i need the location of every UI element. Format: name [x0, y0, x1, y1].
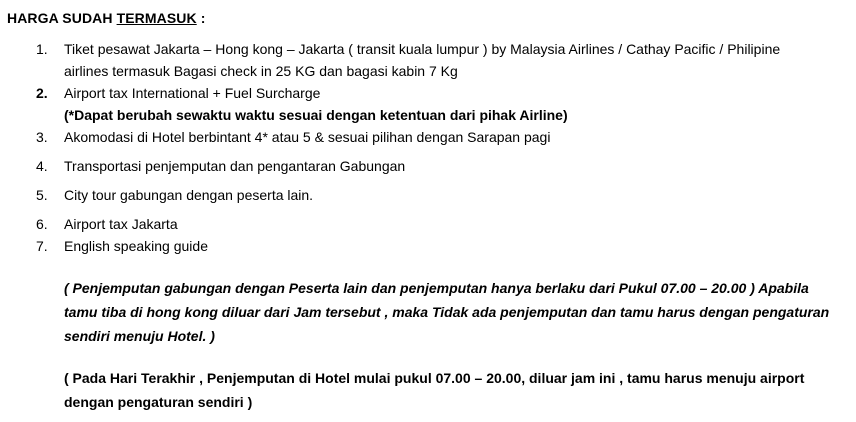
list-item: [0, 184, 850, 206]
heading-underlined: TERMASUK: [116, 10, 197, 26]
list-item: [0, 235, 850, 257]
inclusion-list: [0, 38, 850, 257]
list-number: 2.: [36, 85, 48, 101]
list-number: 4.: [36, 158, 48, 174]
list-item-text: Transportasi penjemputan dan pengantaran Gabungan: [64, 158, 406, 174]
list-item-text: airlines termasuk Bagasi check in 25 KG dan bagasi kabin 7 Kg: [64, 63, 458, 79]
list-item-text: Airport tax Jakarta: [64, 216, 178, 232]
list-number: 7.: [36, 238, 48, 254]
list-number: 1.: [36, 41, 48, 57]
last-day-note-paragraph: ( Pada Hari Terakhir , Penjemputan di Hotel mulai pukul 07.00 – 20.00, diluar jam ini , tamu harus menuju airport dengan pengaturan sendiri ): [64, 370, 805, 410]
list-item-text: Airport tax International + Fuel Surcharge: [64, 85, 321, 101]
heading-prefix: HARGA SUDAH: [7, 10, 117, 26]
list-item-text: City tour gabungan dengan peserta lain.: [64, 187, 314, 203]
pickup-note-paragraph: ( Penjemputan gabungan dengan Peserta lain dan penjemputan hanya berlaku dari Pukul 07.00 – 20.00 ) Apabila tamu tiba di hong kong diluar dari Jam tersebut , maka Tidak ada penjemputan dan tamu harus dengan pengaturan sendiri menuju Hotel. ): [64, 280, 830, 344]
list-item: [0, 38, 850, 82]
list-item-note: (*Dapat berubah sewaktu waktu sesuai dengan ketentuan dari pihak Airline): [64, 107, 568, 123]
list-item-text: English speaking guide: [64, 238, 208, 254]
list-item-text: Akomodasi di Hotel berbintant 4* atau 5 & sesuai pilihan dengan Sarapan pagi: [64, 129, 551, 145]
list-item: [0, 213, 850, 235]
list-number: 5.: [36, 187, 48, 203]
list-item: [0, 155, 850, 177]
list-number: 3.: [36, 129, 48, 145]
heading-suffix: :: [196, 10, 206, 26]
list-item: [0, 126, 850, 148]
list-item-text: Tiket pesawat Jakarta – Hong kong – Jakarta ( transit kuala lumpur ) by Malaysia Airlines / Cathay Pacific / Philipine: [64, 41, 781, 57]
list-number: 6.: [36, 216, 48, 232]
list-item: [0, 82, 850, 126]
section-heading: [7, 10, 205, 26]
